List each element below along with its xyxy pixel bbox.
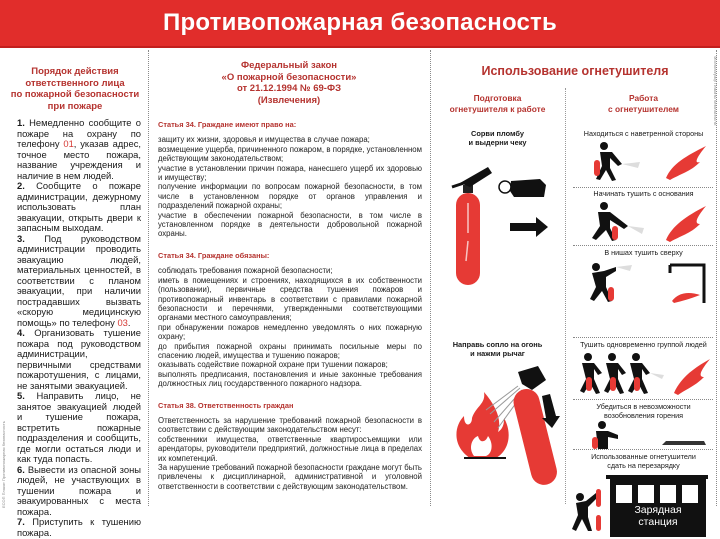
article-38-liability (158, 401, 422, 492)
article-title: Статья 38. Ответственность граждан (158, 400, 294, 410)
article-paragraph: получение информации по вопросам пожарной безопасности, в том числе в установленном порядке от органов управления и подразделений пожарной охраны; (158, 182, 422, 211)
title-line: «О пожарной безопасности» (221, 71, 357, 83)
phone-number: 01 (63, 138, 74, 149)
title-line: огнетушителя к работе (449, 103, 546, 114)
step-text: , указав адрес, точное место пожара, название учреждения и наличие в нем людей. (17, 138, 141, 181)
step-item (17, 118, 141, 181)
law-title (154, 60, 424, 106)
tip-divider (573, 399, 713, 400)
caption-line: сдать на перезарядку (607, 460, 680, 470)
article-paragraph: участие в установлении причин пожара, нанесшего ущерб их здоровью и имуществу; (158, 163, 422, 183)
article-paragraph: оказывать содействие пожарной охране при тушении пожаров; (158, 360, 388, 370)
tip-base-caption: Начинать тушить с основания (593, 189, 694, 198)
article-paragraph: За нарушение требований пожарной безопасности граждане могут быть привлечены к дисциплинарной, административной и уголовной ответственности в соответствии с действующим законодательством. (158, 463, 422, 491)
step-number: 2. (17, 180, 25, 191)
vertical-imprint: ЕСОП Плакат Противопожарная безопасность (1, 421, 6, 508)
left-section-title (6, 66, 144, 112)
title-line: ответственного лица (25, 77, 125, 89)
step-number: 7. (17, 516, 25, 527)
page-title: Противопожарная безопасность (163, 9, 557, 36)
step-item (17, 517, 141, 538)
prep-step-1-caption (430, 130, 565, 147)
step-text: Немедленно сообщите о пожаре на охрану по телефону (17, 117, 142, 149)
step-item (17, 181, 141, 234)
caption-line: Использованные огнетушители (591, 452, 696, 461)
title-line: Порядок действия (31, 66, 119, 77)
article-paragraph: Ответственность за нарушение требований пожарной безопасности в соответствии с действующим законодательством несут: (158, 415, 422, 435)
person-verify-icon (582, 421, 712, 449)
article-title: Статья 34. Граждане обязаны: (158, 250, 270, 260)
tip-divider (573, 449, 713, 450)
tip-verify-caption (567, 403, 720, 420)
title-line: Федеральный закон (240, 60, 338, 71)
article-34-duties (158, 251, 422, 389)
article-paragraph: при обнаружении пожаров немедленно уведомлять о них пожарную охрану; (158, 322, 422, 342)
article-title: Статья 34. Граждане имеют право на: (158, 120, 297, 129)
step-text: Сообщите о пожаре администрации, дежурному использовать план эвакуации, открыть двери к запасным выходам. (17, 180, 141, 233)
tip-upwind-caption: Находиться с наветренной стороны (583, 129, 704, 138)
action-steps-list (17, 118, 141, 538)
article-paragraph: защиту их жизни, здоровья и имущества в случае пожара; (158, 135, 370, 145)
step-text: Организовать тушение пожара под руководством администрации, первичными средствами пожаротушения, с лицами, не занятыми эвакуацией. (17, 327, 141, 391)
step-item (17, 465, 141, 518)
step-text: . (127, 316, 131, 328)
charging-station-label (610, 504, 706, 528)
step-number: 4. (17, 327, 25, 338)
step-text: Приступить к тушению пожара. (17, 516, 141, 538)
tip-divider (573, 245, 713, 246)
tip-recharge-caption (567, 453, 720, 470)
tip-divider (573, 337, 713, 338)
work-title (567, 93, 720, 114)
caption-line: и выдерни чеку (468, 137, 527, 147)
title-line: Подготовка (473, 93, 522, 103)
label-line: Зарядная (634, 504, 682, 516)
title-line: (Извлечения) (257, 94, 321, 106)
poster-header (0, 0, 720, 48)
tip-group-caption: Тушить одновременно группой людей (580, 340, 707, 349)
step-number: 6. (17, 463, 25, 475)
article-34-rights (158, 120, 422, 239)
step-number: 1. (17, 117, 25, 128)
title-line: Работа (629, 93, 658, 103)
preparation-title (430, 93, 565, 114)
tip-divider (573, 187, 713, 188)
title-line: от 21.12.1994 № 69-ФЗ (236, 83, 342, 94)
article-paragraph: до прибытия пожарной охраны принимать посильные меры по спасению людей, имущества и тушению пожаров; (158, 341, 422, 360)
caption-line: возобновления горения (604, 410, 683, 420)
phone-number: 03 (117, 316, 128, 328)
article-paragraph: участие в обеспечении пожарной безопасности, в том числе в установленном порядке в деятельности добровольной пожарной охраны. (158, 210, 422, 239)
label-line: станция (638, 516, 678, 528)
vertical-imprint: Мосполиграф Плакаты безопасности (713, 56, 718, 126)
step-item (17, 234, 141, 329)
title-line: по пожарной безопасности (10, 89, 140, 100)
extinguisher-pull-pin-icon (448, 163, 558, 288)
article-paragraph: соблюдать требования пожарной безопасности; (158, 266, 333, 276)
caption-line: Сорви пломбу (471, 129, 524, 138)
step-number: 3. (17, 232, 25, 244)
caption-line: Направь сопло на огонь (452, 340, 543, 349)
caption-line: Убедиться в невозможности (596, 402, 691, 411)
title-line: с огнетушителем (607, 103, 679, 114)
tip-niche-caption: В нишах тушить сверху (604, 248, 683, 257)
step-text: Направить лицо, не занятое эвакуацией людей и тушение пожара, встретить пожарные подразделения и сообщить, где могли остаться люди и как туда попасть. (17, 390, 141, 464)
group-extinguishing-icon (578, 353, 714, 395)
article-paragraph: возмещение ущерба, причиненного пожаром, в порядке, установленном действующим законодательством; (158, 144, 422, 164)
extinguisher-spray-fire-icon (442, 366, 562, 496)
left-column (0, 48, 148, 538)
law-extracts (158, 120, 422, 503)
step-text: Вывести из опасной зоны людей, не участвующих в тушении пожара и эвакуированных с места пожара. (17, 463, 141, 517)
step-text: Под руководством администрации проводить эвакуацию людей, материальных ценностей, в соответствии с планом эвакуации, при наличии пострадавших вызвать «скорую медицинскую помощь» по телефону (17, 232, 141, 328)
step-number: 5. (17, 390, 25, 401)
caption-line: и нажми рычаг (470, 348, 525, 358)
middle-column (148, 48, 430, 514)
person-niche-top-icon (582, 261, 712, 303)
article-paragraph: собственники имущества, ответственные квартиросъемщики или арендаторы, руководители предприятий, должностные лица в пределах их компетенций. (158, 434, 422, 463)
extinguisher-usage-title: Использование огнетушителя (481, 64, 669, 78)
step-item (17, 328, 141, 391)
inner-divider (565, 88, 566, 504)
prep-step-2-caption (430, 341, 565, 358)
person-upwind-icon (582, 142, 712, 182)
step-item (17, 391, 141, 465)
person-extinguish-base-icon (582, 202, 712, 242)
title-line: при пожаре (47, 100, 103, 112)
article-paragraph: выполнять предписания, постановления и иные законные требования должностных лиц государственного пожарного надзора. (158, 369, 422, 389)
right-column (430, 48, 720, 528)
article-paragraph: иметь в помещениях и строениях, находящихся в их собственности (пользовании), первичные средства тушения пожаров и противопожарный инвентарь в соответствии с правилами пожарной безопасности и перечнями, утвержденными соответствующими органами местного самоуправления; (158, 275, 422, 323)
